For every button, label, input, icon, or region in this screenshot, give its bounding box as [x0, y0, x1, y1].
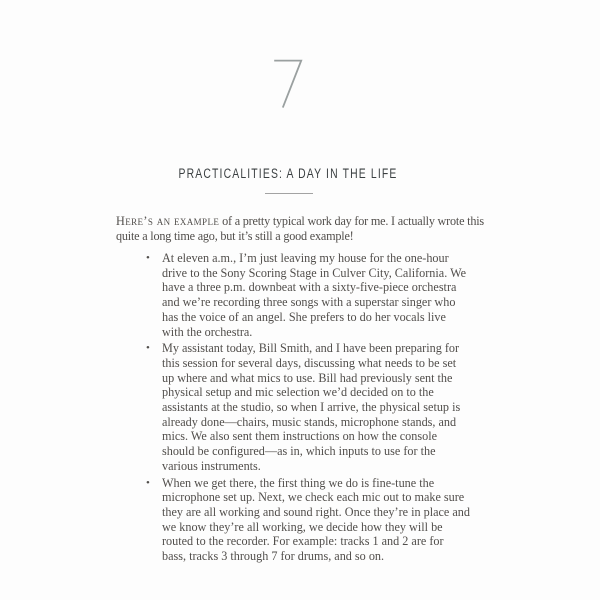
bullet-marker: • [146, 252, 150, 264]
bullet-marker: • [146, 476, 150, 489]
chapter-number [273, 58, 303, 109]
list-item-text: At eleven a.m., I’m just leaving my house for the one-hour drive to the Sony Scoring Stage in Culver City, California. We have a three p.m. downbeat with a sixty-five-piece orchestra and we’re recording three songs with a superstar singer who has the voice of an angel. She prefers to do her vocals live with the orchestra. [162, 251, 467, 339]
list-item-text: When we get there, the first thing we do is fine-tune the microphone set up. Next, we check each mic out to make sure they are all working and sound right. Once they’re in place and we know they’re all working, we decide how they will be routed to the recorder. For example: tracks 1 and 2 are for bass, tracks 3 through 7 for drums, and so on. [162, 475, 470, 564]
title-divider-rule [265, 193, 313, 194]
bullet-list [145, 251, 470, 566]
chapter-number-glyph [273, 58, 303, 109]
bullet-marker: • [146, 342, 150, 355]
chapter-title: PRACTICALITIES: A DAY IN THE LIFE [178, 166, 398, 181]
list-item [145, 341, 470, 473]
list-item-text: My assistant today, Bill Smith, and I have been preparing for this session for several days, discussing what needs to be set up where and what mics to use. Bill had previously sent the physical setup and mic selection we’d decided on to the assistants at the studio, so when I arrive, the physical setup is already done—chairs, music stands, microphone stands, and mics. We also sent them instructions on how the console should be configured—as in, which inputs to use for the various instruments. [162, 341, 461, 473]
list-item [145, 251, 470, 339]
list-item [145, 476, 470, 564]
intro-paragraph [116, 214, 492, 244]
intro-lead-smallcaps: Here’s an example [116, 214, 220, 229]
intro-rest-text: of a pretty typical work day for me. I actually wrote this quite a long time ago, but it’s still a good example! [116, 214, 484, 244]
